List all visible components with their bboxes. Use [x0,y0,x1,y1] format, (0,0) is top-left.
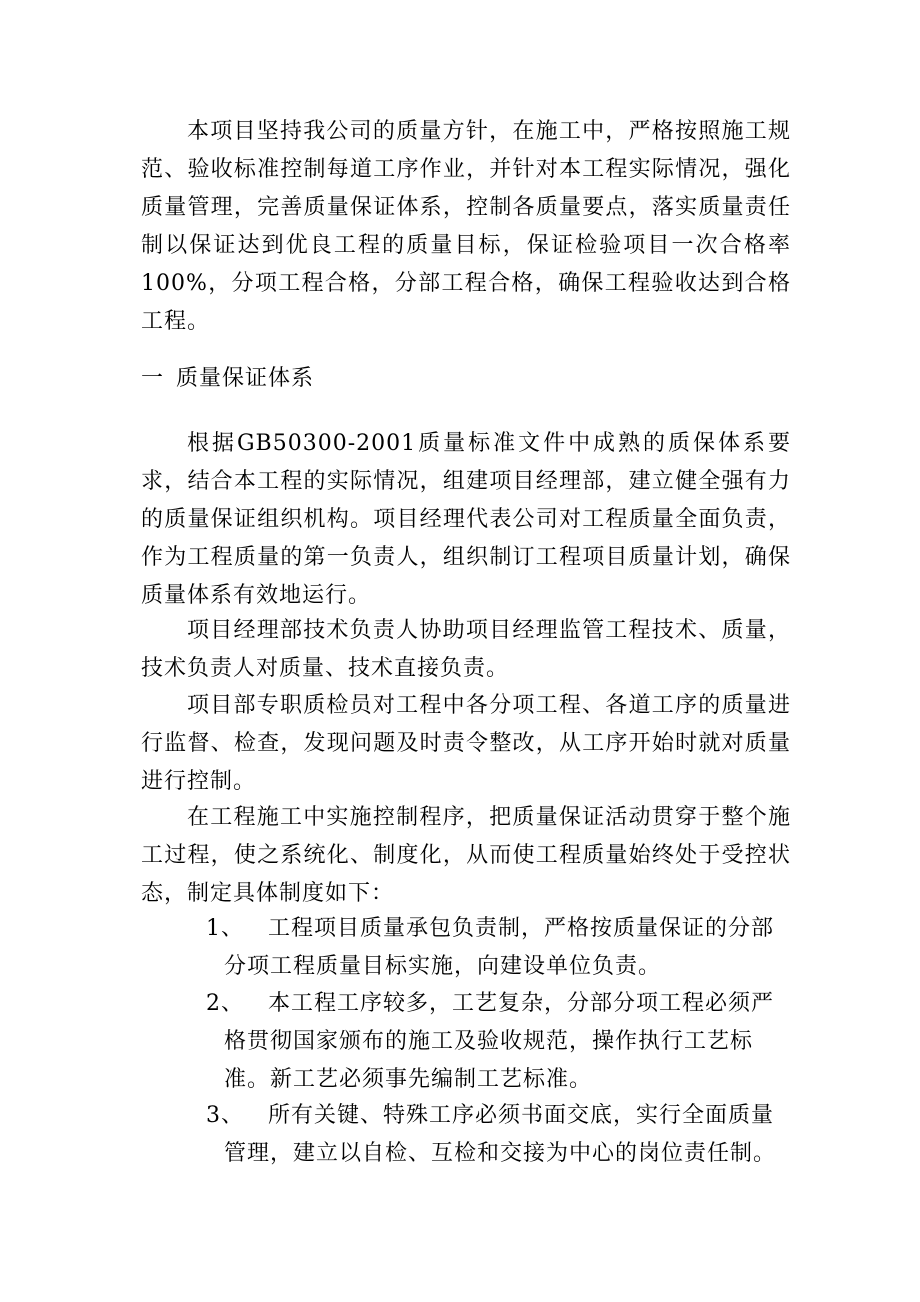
list-item-continuation: 分项工程质量目标实施，向建设单位负责。 [224,954,662,979]
intro-paragraph: 本项目坚持我公司的质量方针，在施工中，严格按照施工规范、验收标准控制每道工序作业，并针对本工程实际情况，强化质量管理，完善质量保证体系，控制各质量要点，落实质量责任制以保证达到优良工程的质量目标，保证检验项目一次合格率100%，分项工程合格，分部工程合格，确保工程验收达到合格工程。 [141,119,791,334]
list-item [206,985,791,1099]
section-title: 质量保证体系 [176,366,315,391]
list-item-first-line: 本工程工序较多，工艺复杂，分部分项工程必须严 [268,991,775,1016]
paragraph-control-procedure: 在工程施工中实施控制程序，把质量保证活动贯穿于整个施工过程，使之系统化、制度化，从而使工程质量始终处于受控状态，制定具体制度如下： [141,805,791,906]
list-marker: 3、 [206,1103,244,1128]
list-item-first-line: 工程项目质量承包负责制，严格按质量保证的分部 [268,916,775,941]
list-item-continuation: 管理，建立以自检、互检和交接为中心的岗位责任制。 [224,1141,777,1166]
paragraph-quality-inspector: 项目部专职质检员对工程中各分项工程、各道工序的质量进行监督、检查，发现问题及时责令整改，从工序开始时就对质量进行控制。 [141,693,791,794]
list-item [206,910,791,986]
list-item-continuation: 格贯彻国家颁布的施工及验收规范，操作执行工艺标准。新工艺必须事先编制工艺标准。 [224,1029,754,1092]
list-marker: 1、 [206,916,244,941]
section-heading [141,360,314,398]
section-number: 一 [141,366,165,391]
list-item [206,1097,791,1173]
list-marker: 2、 [206,991,244,1016]
paragraph-gb-standard: 根据GB50300-2001质量标准文件中成熟的质保体系要求，结合本工程的实际情况，组建项目经理部，建立健全强有力的质量保证组织机构。项目经理代表公司对工程质量全面负责，作为工程质量的第一负责人，组织制订工程项目质量计划，确保质量体系有效地运行。 [141,431,791,608]
paragraph-technical-lead: 项目经理部技术负责人协助项目经理监管工程技术、质量，技术负责人对质量、技术直接负责。 [141,618,791,681]
list-item-first-line: 所有关键、特殊工序必须书面交底，实行全面质量 [268,1103,775,1128]
